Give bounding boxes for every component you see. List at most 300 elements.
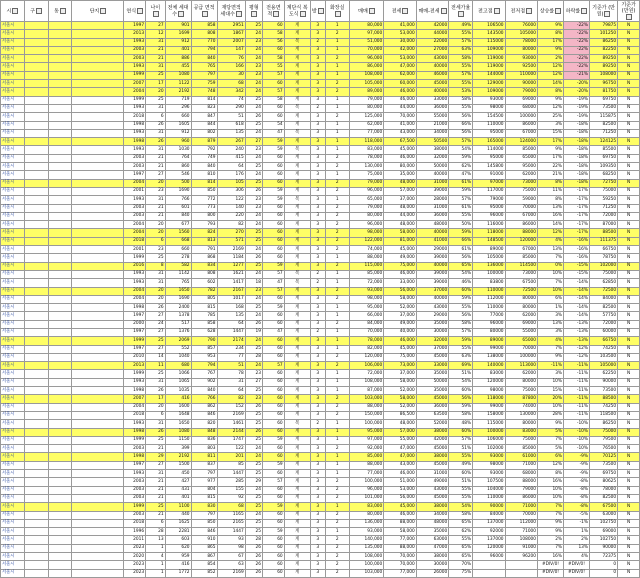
table-cell[interactable]: 서울시 <box>1 22 25 30</box>
table-cell[interactable]: 811 <box>191 453 217 461</box>
table-cell[interactable]: 55,000 <box>384 436 416 444</box>
table-cell[interactable]: 서울시 <box>1 88 25 96</box>
table-cell[interactable]: 1 <box>325 22 349 30</box>
table-cell[interactable] <box>48 494 72 502</box>
table-cell[interactable]: 80,000 <box>349 212 384 220</box>
table-cell[interactable]: 60 <box>263 212 285 220</box>
table-cell[interactable]: 서울시 <box>1 212 25 220</box>
table-cell[interactable]: 2013 <box>124 30 146 38</box>
table-cell[interactable]: -14% <box>564 295 590 303</box>
table-cell[interactable]: 836 <box>191 436 217 444</box>
table-cell[interactable]: -15% <box>564 262 590 270</box>
table-cell[interactable]: 2001 <box>124 246 146 254</box>
table-cell[interactable]: 8% <box>538 196 564 204</box>
table-cell[interactable]: 38000 <box>416 453 448 461</box>
table-cell[interactable]: -10% <box>564 445 590 453</box>
table-cell[interactable]: 2 <box>325 519 349 527</box>
table-cell[interactable]: 72500 <box>590 287 618 295</box>
table-cell[interactable]: N <box>618 113 640 121</box>
table-cell[interactable]: 773 <box>191 204 217 212</box>
table-cell[interactable]: 1378 <box>165 312 191 320</box>
table-cell[interactable]: 57% <box>449 38 473 46</box>
table-cell[interactable]: 840 <box>191 387 217 395</box>
table-cell[interactable]: 서울시 <box>1 179 25 187</box>
table-cell[interactable] <box>24 486 48 494</box>
table-cell[interactable]: -17% <box>564 229 590 237</box>
table-cell[interactable]: 25 <box>245 528 262 536</box>
table-cell[interactable]: 601 <box>165 204 191 212</box>
table-cell[interactable]: 70,000 <box>384 113 416 121</box>
table-cell[interactable]: 100000 <box>505 113 537 121</box>
table-cell[interactable]: 70125 <box>590 453 618 461</box>
table-cell[interactable] <box>72 511 124 519</box>
table-cell[interactable]: 60 <box>263 204 285 212</box>
table-cell[interactable]: 2% <box>538 55 564 63</box>
table-cell[interactable]: 2169 <box>217 569 245 577</box>
table-cell[interactable]: 3 <box>310 387 325 395</box>
table-cell[interactable]: 80000 <box>505 304 537 312</box>
table-cell[interactable]: 98000 <box>473 387 505 395</box>
table-cell[interactable]: 25 <box>245 345 262 353</box>
table-cell[interactable]: 계 <box>284 113 310 121</box>
table-cell[interactable]: 90000 <box>590 544 618 552</box>
table-cell[interactable]: 2 <box>325 569 349 577</box>
table-cell[interactable]: 27 <box>146 461 165 469</box>
table-cell[interactable]: 22% <box>538 163 564 171</box>
table-cell[interactable]: 계 <box>284 486 310 494</box>
table-cell[interactable]: 1772 <box>165 569 191 577</box>
table-cell[interactable]: 55000 <box>505 328 537 336</box>
table-cell[interactable] <box>72 395 124 403</box>
table-row[interactable] <box>1 362 640 370</box>
table-cell[interactable]: 3 <box>310 121 325 129</box>
table-cell[interactable]: 1650 <box>165 287 191 295</box>
table-cell[interactable] <box>505 561 537 569</box>
table-cell[interactable]: 2 <box>325 154 349 162</box>
table-cell[interactable]: 2 <box>325 88 349 96</box>
table-cell[interactable]: 59% <box>449 187 473 195</box>
table-cell[interactable]: 서울시 <box>1 478 25 486</box>
table-cell[interactable]: N <box>618 279 640 287</box>
table-cell[interactable]: 2004 <box>124 179 146 187</box>
table-cell[interactable]: -17% <box>564 212 590 220</box>
table-cell[interactable]: 78000 <box>590 486 618 494</box>
table-cell[interactable]: 1997 <box>124 171 146 179</box>
table-cell[interactable]: 67000 <box>505 129 537 137</box>
table-cell[interactable]: 25 <box>245 121 262 129</box>
table-cell[interactable]: 59250 <box>590 196 618 204</box>
table-cell[interactable] <box>72 30 124 38</box>
table-cell[interactable]: 73000 <box>505 270 537 278</box>
table-cell[interactable]: 3 <box>310 113 325 121</box>
table-cell[interactable]: 95,000 <box>349 304 384 312</box>
table-cell[interactable]: 계 <box>284 237 310 245</box>
table-cell[interactable]: 69% <box>449 362 473 370</box>
table-cell[interactable]: 3 <box>310 187 325 195</box>
table-cell[interactable] <box>24 345 48 353</box>
table-cell[interactable] <box>72 146 124 154</box>
table-cell[interactable] <box>72 287 124 295</box>
table-cell[interactable]: 844 <box>191 121 217 129</box>
table-cell[interactable] <box>48 478 72 486</box>
table-cell[interactable]: 25% <box>538 113 564 121</box>
table-cell[interactable]: 46,000 <box>384 511 416 519</box>
table-cell[interactable]: 677 <box>165 221 191 229</box>
table-cell[interactable] <box>72 411 124 419</box>
table-cell[interactable]: 25 <box>146 254 165 262</box>
table-cell[interactable] <box>24 553 48 561</box>
table-row[interactable] <box>1 22 640 30</box>
table-cell[interactable] <box>72 428 124 436</box>
table-cell[interactable]: 1999 <box>124 96 146 104</box>
table-cell[interactable]: 40000 <box>416 295 448 303</box>
table-row[interactable] <box>1 312 640 320</box>
table-cell[interactable]: 122,000 <box>349 237 384 245</box>
table-cell[interactable]: -12% <box>564 345 590 353</box>
col-header-gu[interactable]: 구 <box>24 1 48 22</box>
table-cell[interactable] <box>48 204 72 212</box>
table-cell[interactable]: 72,000 <box>349 370 384 378</box>
table-cell[interactable]: 1600 <box>165 403 191 411</box>
table-cell[interactable]: 55% <box>449 304 473 312</box>
table-cell[interactable]: 93,000 <box>349 528 384 536</box>
table-cell[interactable]: 1 <box>325 138 349 146</box>
table-cell[interactable]: 80,000 <box>384 163 416 171</box>
table-cell[interactable]: 21 <box>146 478 165 486</box>
table-row[interactable] <box>1 511 640 519</box>
table-cell[interactable]: 25 <box>245 461 262 469</box>
table-row[interactable] <box>1 328 640 336</box>
table-cell[interactable]: 55% <box>449 30 473 38</box>
table-cell[interactable]: 47 <box>263 129 285 137</box>
table-cell[interactable]: 7% <box>538 511 564 519</box>
table-cell[interactable]: 25 <box>245 470 262 478</box>
table-cell[interactable]: 1747 <box>217 436 245 444</box>
table-cell[interactable]: N <box>618 436 640 444</box>
table-cell[interactable]: 58% <box>449 411 473 419</box>
table-cell[interactable]: 100000 <box>505 353 537 361</box>
table-cell[interactable]: 서울시 <box>1 63 25 71</box>
table-cell[interactable]: 78,000 <box>349 337 384 345</box>
table-cell[interactable]: 23 <box>146 187 165 195</box>
table-cell[interactable]: 57750 <box>590 312 618 320</box>
table-cell[interactable]: -8% <box>564 503 590 511</box>
table-cell[interactable]: 21 <box>146 445 165 453</box>
table-row[interactable] <box>1 295 640 303</box>
table-cell[interactable] <box>48 445 72 453</box>
table-cell[interactable]: 86000 <box>505 494 537 502</box>
table-cell[interactable]: 267 <box>217 138 245 146</box>
table-cell[interactable]: 6 <box>146 113 165 121</box>
table-cell[interactable]: 26 <box>245 428 262 436</box>
table-cell[interactable]: 794 <box>191 46 217 54</box>
table-cell[interactable]: N <box>618 320 640 328</box>
table-cell[interactable]: 66750 <box>590 337 618 345</box>
table-cell[interactable] <box>24 71 48 79</box>
table-row[interactable] <box>1 80 640 88</box>
table-cell[interactable]: 26 <box>245 403 262 411</box>
table-cell[interactable]: 3 <box>310 163 325 171</box>
table-row[interactable] <box>1 304 640 312</box>
table-cell[interactable]: 2167 <box>217 287 245 295</box>
table-cell[interactable] <box>72 528 124 536</box>
table-cell[interactable]: 7% <box>538 345 564 353</box>
table-cell[interactable]: 80,000 <box>349 22 384 30</box>
table-cell[interactable]: 59 <box>263 138 285 146</box>
table-cell[interactable]: 21 <box>146 46 165 54</box>
table-cell[interactable] <box>24 403 48 411</box>
table-cell[interactable]: 9% <box>538 46 564 54</box>
table-cell[interactable]: N <box>618 80 640 88</box>
table-cell[interactable]: 2 <box>325 320 349 328</box>
table-cell[interactable] <box>72 163 124 171</box>
table-cell[interactable]: 108000 <box>590 71 618 79</box>
table-cell[interactable]: 72750 <box>590 179 618 187</box>
table-cell[interactable]: 60 <box>263 163 285 171</box>
table-cell[interactable]: 3 <box>310 55 325 63</box>
table-cell[interactable]: 60% <box>449 428 473 436</box>
table-cell[interactable]: 65% <box>449 544 473 552</box>
table-cell[interactable]: -19% <box>564 104 590 112</box>
table-cell[interactable] <box>72 445 124 453</box>
table-cell[interactable]: 100,000 <box>349 420 384 428</box>
table-cell[interactable]: 99000 <box>473 403 505 411</box>
table-cell[interactable]: 125,000 <box>349 113 384 121</box>
table-cell[interactable]: 31 <box>146 196 165 204</box>
filter-icon[interactable] <box>494 8 500 14</box>
table-cell[interactable]: 28 <box>245 536 262 544</box>
table-cell[interactable]: 20 <box>146 221 165 229</box>
table-cell[interactable]: 66750 <box>590 246 618 254</box>
table-cell[interactable]: 33000 <box>416 96 448 104</box>
table-cell[interactable] <box>48 129 72 137</box>
table-cell[interactable]: 72000 <box>590 320 618 328</box>
table-row[interactable] <box>1 163 640 171</box>
table-cell[interactable] <box>48 362 72 370</box>
table-cell[interactable]: 93000 <box>473 96 505 104</box>
table-cell[interactable]: 57% <box>449 196 473 204</box>
table-cell[interactable]: 81750 <box>590 88 618 96</box>
table-cell[interactable]: 64 <box>217 320 245 328</box>
table-cell[interactable]: 38000 <box>416 146 448 154</box>
table-cell[interactable]: 75,000 <box>384 262 416 270</box>
table-cell[interactable]: 137000 <box>473 519 505 527</box>
table-cell[interactable]: 55% <box>449 486 473 494</box>
table-cell[interactable]: 1 <box>325 453 349 461</box>
table-cell[interactable]: 서울시 <box>1 528 25 536</box>
table-cell[interactable]: 115000 <box>473 420 505 428</box>
table-cell[interactable]: 129000 <box>473 80 505 88</box>
table-cell[interactable]: 1080 <box>165 71 191 79</box>
table-cell[interactable]: 105000 <box>505 30 537 38</box>
table-cell[interactable]: 1993 <box>124 129 146 137</box>
table-cell[interactable]: #DIV/0! <box>564 561 590 569</box>
table-cell[interactable]: -16% <box>564 246 590 254</box>
table-cell[interactable]: 1 <box>325 304 349 312</box>
table-cell[interactable]: 93000 <box>505 55 537 63</box>
col-header-rise-rate[interactable]: 상승률 <box>538 1 564 22</box>
table-cell[interactable]: 120000 <box>505 237 537 245</box>
table-cell[interactable]: 106,000 <box>349 362 384 370</box>
table-row[interactable] <box>1 154 640 162</box>
table-cell[interactable]: 87,000 <box>349 387 384 395</box>
table-cell[interactable]: 서울시 <box>1 196 25 204</box>
table-cell[interactable]: -14% <box>564 279 590 287</box>
table-cell[interactable]: 1 <box>325 387 349 395</box>
table-cell[interactable]: 계 <box>284 345 310 353</box>
table-cell[interactable]: 70,000 <box>384 553 416 561</box>
table-row[interactable] <box>1 246 640 254</box>
table-cell[interactable]: 764 <box>165 154 191 162</box>
table-cell[interactable]: 455 <box>165 63 191 71</box>
table-cell[interactable]: 서울시 <box>1 30 25 38</box>
table-cell[interactable]: 2 <box>325 486 349 494</box>
table-cell[interactable]: 60 <box>263 428 285 436</box>
table-cell[interactable]: 서울시 <box>1 270 25 278</box>
table-cell[interactable]: 2400 <box>165 304 191 312</box>
table-cell[interactable]: 1 <box>325 38 349 46</box>
table-cell[interactable]: 26 <box>245 187 262 195</box>
table-cell[interactable]: 29000 <box>416 312 448 320</box>
table-cell[interactable] <box>72 370 124 378</box>
table-cell[interactable]: 102750 <box>590 519 618 527</box>
table-cell[interactable] <box>72 345 124 353</box>
table-cell[interactable]: -10% <box>564 420 590 428</box>
table-cell[interactable]: 서울시 <box>1 411 25 419</box>
table-cell[interactable]: 1277 <box>217 262 245 270</box>
table-cell[interactable] <box>72 38 124 46</box>
table-cell[interactable]: 58,000 <box>384 295 416 303</box>
table-row[interactable] <box>1 569 640 577</box>
table-cell[interactable]: 24 <box>245 246 262 254</box>
table-cell[interactable]: 서울시 <box>1 353 25 361</box>
table-cell[interactable]: 118500 <box>590 411 618 419</box>
table-cell[interactable]: 45000 <box>416 494 448 502</box>
table-cell[interactable]: 59 <box>263 461 285 469</box>
table-cell[interactable]: 3 <box>310 129 325 137</box>
table-cell[interactable] <box>72 436 124 444</box>
table-cell[interactable]: 60 <box>263 511 285 519</box>
table-cell[interactable]: 70000 <box>505 204 537 212</box>
table-cell[interactable]: 70,000 <box>384 561 416 569</box>
table-row[interactable] <box>1 370 640 378</box>
table-cell[interactable]: -11% <box>564 395 590 403</box>
table-cell[interactable]: 34000 <box>416 129 448 137</box>
table-cell[interactable] <box>48 561 72 569</box>
table-cell[interactable]: 797 <box>191 470 217 478</box>
table-cell[interactable]: 96000 <box>473 212 505 220</box>
table-cell[interactable]: 37,000 <box>384 312 416 320</box>
table-cell[interactable]: 서울시 <box>1 204 25 212</box>
table-row[interactable] <box>1 387 640 395</box>
table-cell[interactable]: 2 <box>325 113 349 121</box>
table-cell[interactable]: 27 <box>146 22 165 30</box>
table-cell[interactable]: -14% <box>564 312 590 320</box>
table-cell[interactable]: 51 <box>217 362 245 370</box>
table-cell[interactable]: 517 <box>165 320 191 328</box>
table-cell[interactable] <box>72 187 124 195</box>
table-cell[interactable]: 2004 <box>124 403 146 411</box>
table-cell[interactable]: 17 <box>146 80 165 88</box>
table-cell[interactable] <box>72 304 124 312</box>
table-cell[interactable]: 103500 <box>590 353 618 361</box>
table-cell[interactable]: 78 <box>217 370 245 378</box>
table-cell[interactable]: 1625 <box>165 519 191 527</box>
table-cell[interactable]: 47,000 <box>384 63 416 71</box>
table-cell[interactable]: 116000 <box>473 221 505 229</box>
table-cell[interactable]: 23 <box>245 71 262 79</box>
table-cell[interactable]: 62250 <box>590 370 618 378</box>
table-cell[interactable]: 13% <box>538 246 564 254</box>
table-cell[interactable]: 88,000 <box>349 403 384 411</box>
table-cell[interactable]: 계 <box>284 436 310 444</box>
table-cell[interactable]: 75000 <box>505 187 537 195</box>
table-row[interactable] <box>1 55 640 63</box>
table-cell[interactable] <box>48 154 72 162</box>
table-cell[interactable]: 72000 <box>590 212 618 220</box>
table-cell[interactable]: 계 <box>284 204 310 212</box>
table-cell[interactable] <box>72 113 124 121</box>
table-cell[interactable]: 서울시 <box>1 96 25 104</box>
table-cell[interactable]: 794 <box>191 362 217 370</box>
table-cell[interactable]: 계 <box>284 470 310 478</box>
table-cell[interactable]: 1 <box>325 254 349 262</box>
table-cell[interactable]: 24 <box>245 30 262 38</box>
table-cell[interactable]: 1998 <box>124 428 146 436</box>
col-header-pyeong[interactable]: 평형 <box>245 1 262 22</box>
table-cell[interactable]: 51% <box>449 445 473 453</box>
table-cell[interactable] <box>24 88 48 96</box>
table-cell[interactable] <box>48 519 72 527</box>
table-cell[interactable]: 1030 <box>165 146 191 154</box>
table-cell[interactable]: -10% <box>564 436 590 444</box>
table-cell[interactable]: 20 <box>146 287 165 295</box>
table-cell[interactable]: 48% <box>449 420 473 428</box>
table-cell[interactable]: 2 <box>325 55 349 63</box>
table-cell[interactable]: 4% <box>538 337 564 345</box>
table-cell[interactable]: -11% <box>564 403 590 411</box>
table-cell[interactable]: 3 <box>310 71 325 79</box>
table-cell[interactable]: 86250 <box>590 38 618 46</box>
table-cell[interactable]: 850 <box>191 519 217 527</box>
table-cell[interactable]: 서울시 <box>1 304 25 312</box>
table-cell[interactable]: 18 <box>245 279 262 287</box>
table-cell[interactable] <box>48 279 72 287</box>
table-cell[interactable]: 서울시 <box>1 171 25 179</box>
table-cell[interactable]: 38000 <box>416 553 448 561</box>
table-cell[interactable]: 270 <box>217 229 245 237</box>
table-cell[interactable]: 27000 <box>416 46 448 54</box>
table-cell[interactable]: 582 <box>165 262 191 270</box>
table-cell[interactable]: 67000 <box>505 212 537 220</box>
table-cell[interactable]: -13% <box>564 320 590 328</box>
table-cell[interactable]: 765 <box>191 63 217 71</box>
table-cell[interactable]: 3 <box>310 378 325 386</box>
table-cell[interactable]: 1447 <box>217 470 245 478</box>
table-cell[interactable] <box>24 362 48 370</box>
table-cell[interactable]: 401 <box>165 494 191 502</box>
table-cell[interactable]: 48,000 <box>384 221 416 229</box>
table-cell[interactable]: 28 <box>146 528 165 536</box>
table-cell[interactable]: 3 <box>310 395 325 403</box>
table-cell[interactable]: 431 <box>165 486 191 494</box>
table-cell[interactable]: 1867 <box>217 30 245 38</box>
table-cell[interactable] <box>48 38 72 46</box>
table-cell[interactable] <box>48 337 72 345</box>
table-cell[interactable]: 2169 <box>217 246 245 254</box>
table-cell[interactable]: 3 <box>310 411 325 419</box>
table-cell[interactable]: 1999 <box>124 254 146 262</box>
